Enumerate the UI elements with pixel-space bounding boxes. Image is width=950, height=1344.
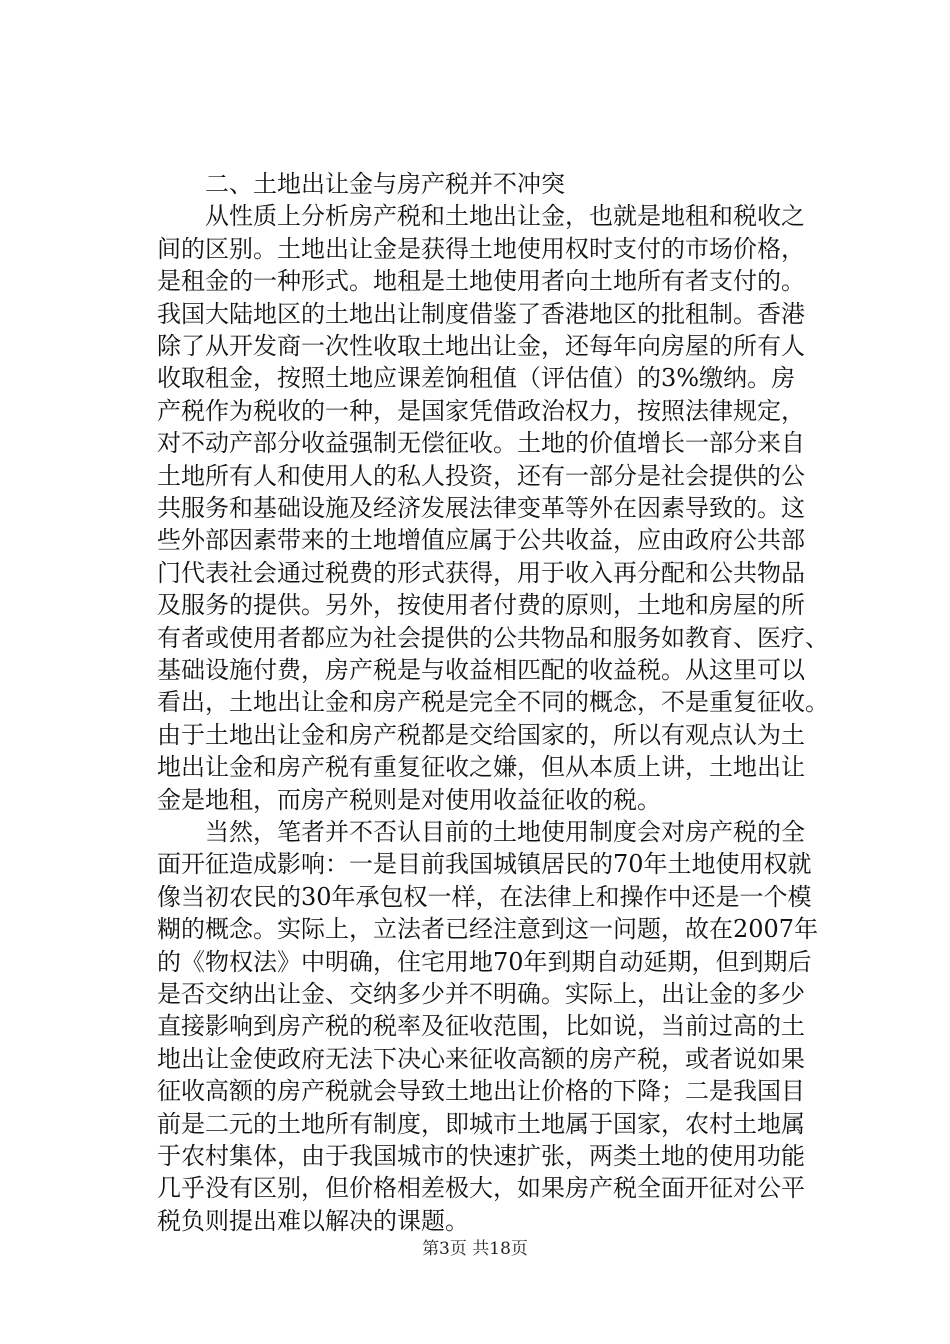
text-line: 基础设施付费，房产税是与收益相匹配的收益税。从这里可以 bbox=[157, 656, 805, 684]
text-line: 间的区别。土地出让金是获得土地使用权时支付的市场价格， bbox=[157, 234, 805, 263]
text-line: 除了从开发商一次性收取土地出让金，还每年向房屋的所有人 bbox=[157, 332, 805, 360]
text-line: 对不动产部分收益强制无偿征收。土地的价值增长一部分来自 bbox=[157, 429, 805, 458]
text-line: 征收高额的房产税就会导致土地出让价格的下降；二是我国目 bbox=[157, 1077, 805, 1106]
text-line: 从性质上分析房产税和土地出让金，也就是地租和税收之 bbox=[157, 202, 805, 231]
text-line: 地出让金使政府无法下决心来征收高额的房产税，或者说如果 bbox=[157, 1044, 805, 1073]
text-line: 面开征造成影响：一是目前我国城镇居民的70年土地使用权就 bbox=[157, 850, 812, 879]
text-line: 有者或使用者都应为社会提供的公共物品和服务如教育、医疗、 bbox=[157, 623, 829, 652]
text-line: 收取租金，按照土地应课差饷租值（评估值）的3%缴纳。房 bbox=[157, 364, 796, 393]
text-line: 于农村集体，由于我国城市的快速扩张，两类土地的使用功能 bbox=[157, 1142, 805, 1170]
text-line: 土地所有人和使用人的私人投资，还有一部分是社会提供的公 bbox=[157, 461, 805, 490]
text-line: 看出，土地出让金和房产税是完全不同的概念，不是重复征收。 bbox=[157, 688, 829, 717]
text-line: 直接影响到房产税的税率及征收范围，比如说，当前过高的土 bbox=[157, 1012, 805, 1041]
text-line: 前是二元的土地所有制度，即城市土地属于国家，农村土地属 bbox=[157, 1109, 805, 1138]
text-line: 些外部因素带来的土地增值应属于公共收益，应由政府公共部 bbox=[157, 526, 805, 555]
text-line: 几乎没有区别，但价格相差极大，如果房产税全面开征对公平 bbox=[157, 1174, 805, 1203]
text-line: 地出让金和房产税有重复征收之嫌，但从本质上讲，土地出让 bbox=[157, 753, 805, 782]
text-line: 糊的概念。实际上，立法者已经注意到这一问题，故在2007年 bbox=[157, 915, 819, 944]
text-line: 税负则提出难以解决的课题。 bbox=[157, 1206, 469, 1235]
text-line: 是否交纳出让金、交纳多少并不明确。实际上，出让金的多少 bbox=[157, 980, 805, 1008]
text-line: 是租金的一种形式。地租是土地使用者向土地所有者支付的。 bbox=[157, 267, 805, 296]
text-line: 的《物权法》中明确，住宅用地70年到期自动延期，但到期后 bbox=[157, 947, 812, 976]
section-heading: 二、土地出让金与房产税并不冲突 bbox=[157, 170, 565, 198]
text-line: 共服务和基础设施及经济发展法律变革等外在因素导致的。这 bbox=[157, 494, 805, 522]
text-line: 及服务的提供。另外，按使用者付费的原则，土地和房屋的所 bbox=[157, 591, 805, 620]
page-footer: 第3页 共18页 bbox=[422, 1239, 528, 1259]
text-line: 金是地租，而房产税则是对使用收益征收的税。 bbox=[157, 785, 661, 814]
text-line: 产税作为税收的一种，是国家凭借政治权力，按照法律规定， bbox=[157, 396, 805, 425]
text-line: 像当初农民的30年承包权一样，在法律上和操作中还是一个模 bbox=[157, 882, 812, 911]
text-line: 当然，笔者并不否认目前的土地使用制度会对房产税的全 bbox=[157, 818, 805, 846]
text-line: 门代表社会通过税费的形式获得，用于收入再分配和公共物品 bbox=[157, 558, 805, 587]
text-line: 由于土地出让金和房产税都是交给国家的，所以有观点认为土 bbox=[157, 720, 805, 749]
text-line: 我国大陆地区的土地出让制度借鉴了香港地区的批租制。香港 bbox=[157, 299, 805, 328]
